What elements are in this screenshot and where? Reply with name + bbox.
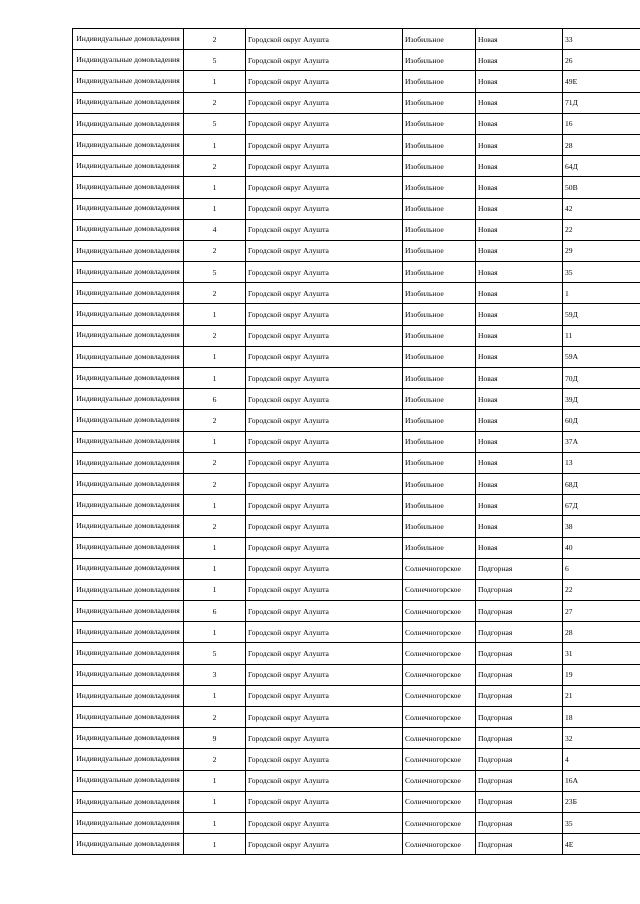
count-cell: 2	[184, 410, 246, 431]
count-cell: 2	[184, 92, 246, 113]
house-number-cell: 11	[563, 325, 640, 346]
building-type-cell: Индивидуальные домовладения	[73, 71, 184, 92]
house-number-cell: 28	[563, 134, 640, 155]
building-type-cell: Индивидуальные домовладения	[73, 601, 184, 622]
building-type-cell: Индивидуальные домовладения	[73, 325, 184, 346]
settlement-cell: Солнечногорское	[403, 812, 476, 833]
table-row	[73, 643, 640, 664]
street-cell: Подгорная	[476, 770, 563, 791]
table-row	[73, 304, 640, 325]
building-type-cell: Индивидуальные домовладения	[73, 558, 184, 579]
settlement-cell: Изобильное	[403, 473, 476, 494]
house-number-cell: 59Д	[563, 304, 640, 325]
building-type-cell: Индивидуальные домовладения	[73, 198, 184, 219]
building-type-cell: Индивидуальные домовладения	[73, 389, 184, 410]
count-cell: 5	[184, 50, 246, 71]
settlement-cell: Солнечногорское	[403, 770, 476, 791]
settlement-cell: Солнечногорское	[403, 685, 476, 706]
table-row	[73, 177, 640, 198]
street-cell: Новая	[476, 29, 563, 50]
table-row	[73, 92, 640, 113]
count-cell: 1	[184, 579, 246, 600]
building-type-cell: Индивидуальные домовладения	[73, 834, 184, 855]
table-row	[73, 368, 640, 389]
settlement-cell: Изобильное	[403, 71, 476, 92]
municipality-cell: Городской округ Алушта	[246, 622, 403, 643]
municipality-cell: Городской округ Алушта	[246, 283, 403, 304]
house-number-cell: 1	[563, 283, 640, 304]
municipality-cell: Городской округ Алушта	[246, 643, 403, 664]
building-type-cell: Индивидуальные домовладения	[73, 707, 184, 728]
municipality-cell: Городской округ Алушта	[246, 431, 403, 452]
count-cell: 1	[184, 304, 246, 325]
count-cell: 4	[184, 219, 246, 240]
municipality-cell: Городской округ Алушта	[246, 29, 403, 50]
street-cell: Новая	[476, 368, 563, 389]
building-type-cell: Индивидуальные домовладения	[73, 473, 184, 494]
table-row	[73, 240, 640, 261]
settlement-cell: Солнечногорское	[403, 834, 476, 855]
municipality-cell: Городской округ Алушта	[246, 368, 403, 389]
settlement-cell: Изобильное	[403, 346, 476, 367]
municipality-cell: Городской округ Алушта	[246, 707, 403, 728]
settlement-cell: Изобильное	[403, 50, 476, 71]
settlement-cell: Солнечногорское	[403, 749, 476, 770]
settlement-cell: Изобильное	[403, 368, 476, 389]
municipality-cell: Городской округ Алушта	[246, 473, 403, 494]
street-cell: Новая	[476, 262, 563, 283]
building-type-cell: Индивидуальные домовладения	[73, 346, 184, 367]
street-cell: Подгорная	[476, 812, 563, 833]
house-number-cell: 26	[563, 50, 640, 71]
table-row	[73, 812, 640, 833]
settlement-cell: Изобильное	[403, 410, 476, 431]
table-row	[73, 685, 640, 706]
building-type-cell: Индивидуальные домовладения	[73, 134, 184, 155]
table-row	[73, 156, 640, 177]
house-number-cell: 4Е	[563, 834, 640, 855]
settlement-cell: Изобильное	[403, 177, 476, 198]
count-cell: 1	[184, 346, 246, 367]
street-cell: Подгорная	[476, 601, 563, 622]
building-type-cell: Индивидуальные домовладения	[73, 791, 184, 812]
count-cell: 1	[184, 812, 246, 833]
building-type-cell: Индивидуальные домовладения	[73, 728, 184, 749]
municipality-cell: Городской округ Алушта	[246, 452, 403, 473]
street-cell: Новая	[476, 410, 563, 431]
building-type-cell: Индивидуальные домовладения	[73, 495, 184, 516]
count-cell: 1	[184, 685, 246, 706]
street-cell: Новая	[476, 325, 563, 346]
building-type-cell: Индивидуальные домовладения	[73, 29, 184, 50]
municipality-cell: Городской округ Алушта	[246, 834, 403, 855]
street-cell: Подгорная	[476, 707, 563, 728]
settlement-cell: Изобильное	[403, 325, 476, 346]
house-number-cell: 38	[563, 516, 640, 537]
table-row	[73, 622, 640, 643]
house-number-cell: 39Д	[563, 389, 640, 410]
house-number-cell: 35	[563, 812, 640, 833]
street-cell: Подгорная	[476, 749, 563, 770]
building-type-cell: Индивидуальные домовладения	[73, 410, 184, 431]
municipality-cell: Городской округ Алушта	[246, 262, 403, 283]
settlement-cell: Солнечногорское	[403, 558, 476, 579]
settlement-cell: Солнечногорское	[403, 664, 476, 685]
table-row	[73, 410, 640, 431]
count-cell: 6	[184, 389, 246, 410]
table-row	[73, 749, 640, 770]
table-row	[73, 537, 640, 558]
street-cell: Новая	[476, 134, 563, 155]
street-cell: Новая	[476, 537, 563, 558]
municipality-cell: Городской округ Алушта	[246, 770, 403, 791]
count-cell: 5	[184, 643, 246, 664]
house-number-cell: 16	[563, 113, 640, 134]
house-number-cell: 68Д	[563, 473, 640, 494]
count-cell: 1	[184, 622, 246, 643]
house-number-cell: 6	[563, 558, 640, 579]
settlement-cell: Изобильное	[403, 452, 476, 473]
count-cell: 1	[184, 198, 246, 219]
settlement-cell: Изобильное	[403, 113, 476, 134]
municipality-cell: Городской округ Алушта	[246, 749, 403, 770]
table-body	[73, 29, 640, 855]
count-cell: 2	[184, 516, 246, 537]
building-type-cell: Индивидуальные домовладения	[73, 113, 184, 134]
building-type-cell: Индивидуальные домовладения	[73, 622, 184, 643]
municipality-cell: Городской округ Алушта	[246, 601, 403, 622]
count-cell: 1	[184, 431, 246, 452]
street-cell: Новая	[476, 177, 563, 198]
municipality-cell: Городской округ Алушта	[246, 346, 403, 367]
settlement-cell: Изобильное	[403, 495, 476, 516]
table-row	[73, 579, 640, 600]
table-row	[73, 601, 640, 622]
house-number-cell: 37А	[563, 431, 640, 452]
table-row	[73, 516, 640, 537]
house-number-cell: 21	[563, 685, 640, 706]
street-cell: Подгорная	[476, 685, 563, 706]
building-type-cell: Индивидуальные домовладения	[73, 283, 184, 304]
house-number-cell: 71Д	[563, 92, 640, 113]
count-cell: 1	[184, 791, 246, 812]
count-cell: 2	[184, 29, 246, 50]
house-number-cell: 67Д	[563, 495, 640, 516]
street-cell: Подгорная	[476, 579, 563, 600]
house-number-cell: 27	[563, 601, 640, 622]
municipality-cell: Городской округ Алушта	[246, 240, 403, 261]
settlement-cell: Солнечногорское	[403, 622, 476, 643]
building-type-cell: Индивидуальные домовладения	[73, 749, 184, 770]
settlement-cell: Изобильное	[403, 219, 476, 240]
count-cell: 9	[184, 728, 246, 749]
municipality-cell: Городской округ Алушта	[246, 156, 403, 177]
settlement-cell: Изобильное	[403, 389, 476, 410]
settlement-cell: Изобильное	[403, 537, 476, 558]
street-cell: Подгорная	[476, 791, 563, 812]
municipality-cell: Городской округ Алушта	[246, 791, 403, 812]
street-cell: Новая	[476, 240, 563, 261]
count-cell: 1	[184, 134, 246, 155]
count-cell: 2	[184, 325, 246, 346]
building-type-cell: Индивидуальные домовладения	[73, 579, 184, 600]
table-row	[73, 50, 640, 71]
street-cell: Новая	[476, 113, 563, 134]
street-cell: Новая	[476, 452, 563, 473]
street-cell: Новая	[476, 431, 563, 452]
settlement-cell: Изобильное	[403, 134, 476, 155]
table-row	[73, 325, 640, 346]
municipality-cell: Городской округ Алушта	[246, 558, 403, 579]
building-type-cell: Индивидуальные домовладения	[73, 516, 184, 537]
house-number-cell: 18	[563, 707, 640, 728]
building-type-cell: Индивидуальные домовладения	[73, 156, 184, 177]
street-cell: Подгорная	[476, 643, 563, 664]
municipality-cell: Городской округ Алушта	[246, 812, 403, 833]
count-cell: 1	[184, 368, 246, 389]
count-cell: 1	[184, 495, 246, 516]
settlement-cell: Изобильное	[403, 198, 476, 219]
building-type-cell: Индивидуальные домовладения	[73, 50, 184, 71]
municipality-cell: Городской округ Алушта	[246, 177, 403, 198]
building-type-cell: Индивидуальные домовладения	[73, 685, 184, 706]
municipality-cell: Городской округ Алушта	[246, 113, 403, 134]
street-cell: Новая	[476, 156, 563, 177]
table-row	[73, 452, 640, 473]
building-type-cell: Индивидуальные домовладения	[73, 304, 184, 325]
count-cell: 1	[184, 770, 246, 791]
settlement-cell: Изобильное	[403, 431, 476, 452]
building-type-cell: Индивидуальные домовладения	[73, 219, 184, 240]
house-number-cell: 22	[563, 579, 640, 600]
count-cell: 1	[184, 558, 246, 579]
table-row	[73, 346, 640, 367]
building-type-cell: Индивидуальные домовладения	[73, 262, 184, 283]
municipality-cell: Городской округ Алушта	[246, 389, 403, 410]
count-cell: 2	[184, 452, 246, 473]
municipality-cell: Городской округ Алушта	[246, 537, 403, 558]
house-number-cell: 59А	[563, 346, 640, 367]
building-type-cell: Индивидуальные домовладения	[73, 368, 184, 389]
settlement-cell: Изобильное	[403, 304, 476, 325]
table-row	[73, 219, 640, 240]
addresses-table	[72, 28, 640, 855]
count-cell: 2	[184, 240, 246, 261]
street-cell: Новая	[476, 50, 563, 71]
street-cell: Новая	[476, 219, 563, 240]
house-number-cell: 4	[563, 749, 640, 770]
municipality-cell: Городской округ Алушта	[246, 134, 403, 155]
settlement-cell: Солнечногорское	[403, 791, 476, 812]
house-number-cell: 33	[563, 29, 640, 50]
count-cell: 3	[184, 664, 246, 685]
house-number-cell: 60Д	[563, 410, 640, 431]
count-cell: 2	[184, 473, 246, 494]
table-row	[73, 134, 640, 155]
house-number-cell: 13	[563, 452, 640, 473]
settlement-cell: Изобильное	[403, 516, 476, 537]
table-row	[73, 113, 640, 134]
table-row	[73, 770, 640, 791]
street-cell: Подгорная	[476, 728, 563, 749]
table-row	[73, 791, 640, 812]
count-cell: 2	[184, 707, 246, 728]
settlement-cell: Изобильное	[403, 240, 476, 261]
house-number-cell: 19	[563, 664, 640, 685]
count-cell: 1	[184, 177, 246, 198]
settlement-cell: Изобильное	[403, 29, 476, 50]
building-type-cell: Индивидуальные домовладения	[73, 92, 184, 113]
street-cell: Новая	[476, 495, 563, 516]
settlement-cell: Изобильное	[403, 262, 476, 283]
building-type-cell: Индивидуальные домовладения	[73, 240, 184, 261]
building-type-cell: Индивидуальные домовладения	[73, 812, 184, 833]
street-cell: Новая	[476, 71, 563, 92]
municipality-cell: Городской округ Алушта	[246, 495, 403, 516]
table-row	[73, 707, 640, 728]
municipality-cell: Городской округ Алушта	[246, 664, 403, 685]
municipality-cell: Городской округ Алушта	[246, 685, 403, 706]
house-number-cell: 70Д	[563, 368, 640, 389]
municipality-cell: Городской округ Алушта	[246, 198, 403, 219]
building-type-cell: Индивидуальные домовладения	[73, 537, 184, 558]
house-number-cell: 40	[563, 537, 640, 558]
house-number-cell: 49Е	[563, 71, 640, 92]
municipality-cell: Городской округ Алушта	[246, 325, 403, 346]
municipality-cell: Городской округ Алушта	[246, 728, 403, 749]
table-row	[73, 262, 640, 283]
street-cell: Подгорная	[476, 664, 563, 685]
table-row	[73, 431, 640, 452]
street-cell: Новая	[476, 389, 563, 410]
table-row	[73, 728, 640, 749]
count-cell: 2	[184, 283, 246, 304]
settlement-cell: Солнечногорское	[403, 601, 476, 622]
settlement-cell: Солнечногорское	[403, 579, 476, 600]
house-number-cell: 22	[563, 219, 640, 240]
house-number-cell: 35	[563, 262, 640, 283]
municipality-cell: Городской округ Алушта	[246, 50, 403, 71]
building-type-cell: Индивидуальные домовладения	[73, 643, 184, 664]
settlement-cell: Изобильное	[403, 156, 476, 177]
house-number-cell: 64Д	[563, 156, 640, 177]
building-type-cell: Индивидуальные домовладения	[73, 664, 184, 685]
street-cell: Новая	[476, 516, 563, 537]
building-type-cell: Индивидуальные домовладения	[73, 177, 184, 198]
count-cell: 2	[184, 749, 246, 770]
house-number-cell: 23Б	[563, 791, 640, 812]
municipality-cell: Городской округ Алушта	[246, 219, 403, 240]
settlement-cell: Солнечногорское	[403, 643, 476, 664]
house-number-cell: 50В	[563, 177, 640, 198]
street-cell: Подгорная	[476, 834, 563, 855]
municipality-cell: Городской округ Алушта	[246, 516, 403, 537]
municipality-cell: Городской округ Алушта	[246, 579, 403, 600]
settlement-cell: Солнечногорское	[403, 728, 476, 749]
count-cell: 1	[184, 537, 246, 558]
municipality-cell: Городской округ Алушта	[246, 92, 403, 113]
street-cell: Подгорная	[476, 558, 563, 579]
house-number-cell: 28	[563, 622, 640, 643]
house-number-cell: 29	[563, 240, 640, 261]
municipality-cell: Городской округ Алушта	[246, 410, 403, 431]
settlement-cell: Изобильное	[403, 283, 476, 304]
building-type-cell: Индивидуальные домовладения	[73, 770, 184, 791]
house-number-cell: 31	[563, 643, 640, 664]
street-cell: Новая	[476, 92, 563, 113]
table-row	[73, 29, 640, 50]
street-cell: Новая	[476, 283, 563, 304]
house-number-cell: 42	[563, 198, 640, 219]
table-row	[73, 71, 640, 92]
table-row	[73, 834, 640, 855]
settlement-cell: Изобильное	[403, 92, 476, 113]
table-row	[73, 473, 640, 494]
street-cell: Новая	[476, 304, 563, 325]
count-cell: 6	[184, 601, 246, 622]
municipality-cell: Городской округ Алушта	[246, 71, 403, 92]
house-number-cell: 32	[563, 728, 640, 749]
table-row	[73, 198, 640, 219]
house-number-cell: 16А	[563, 770, 640, 791]
street-cell: Новая	[476, 198, 563, 219]
settlement-cell: Солнечногорское	[403, 707, 476, 728]
building-type-cell: Индивидуальные домовладения	[73, 452, 184, 473]
count-cell: 2	[184, 156, 246, 177]
street-cell: Новая	[476, 473, 563, 494]
count-cell: 5	[184, 262, 246, 283]
table-row	[73, 389, 640, 410]
municipality-cell: Городской округ Алушта	[246, 304, 403, 325]
table-row	[73, 664, 640, 685]
count-cell: 1	[184, 71, 246, 92]
count-cell: 5	[184, 113, 246, 134]
count-cell: 1	[184, 834, 246, 855]
street-cell: Подгорная	[476, 622, 563, 643]
table-row	[73, 495, 640, 516]
table-row	[73, 558, 640, 579]
table-row	[73, 283, 640, 304]
street-cell: Новая	[476, 346, 563, 367]
building-type-cell: Индивидуальные домовладения	[73, 431, 184, 452]
